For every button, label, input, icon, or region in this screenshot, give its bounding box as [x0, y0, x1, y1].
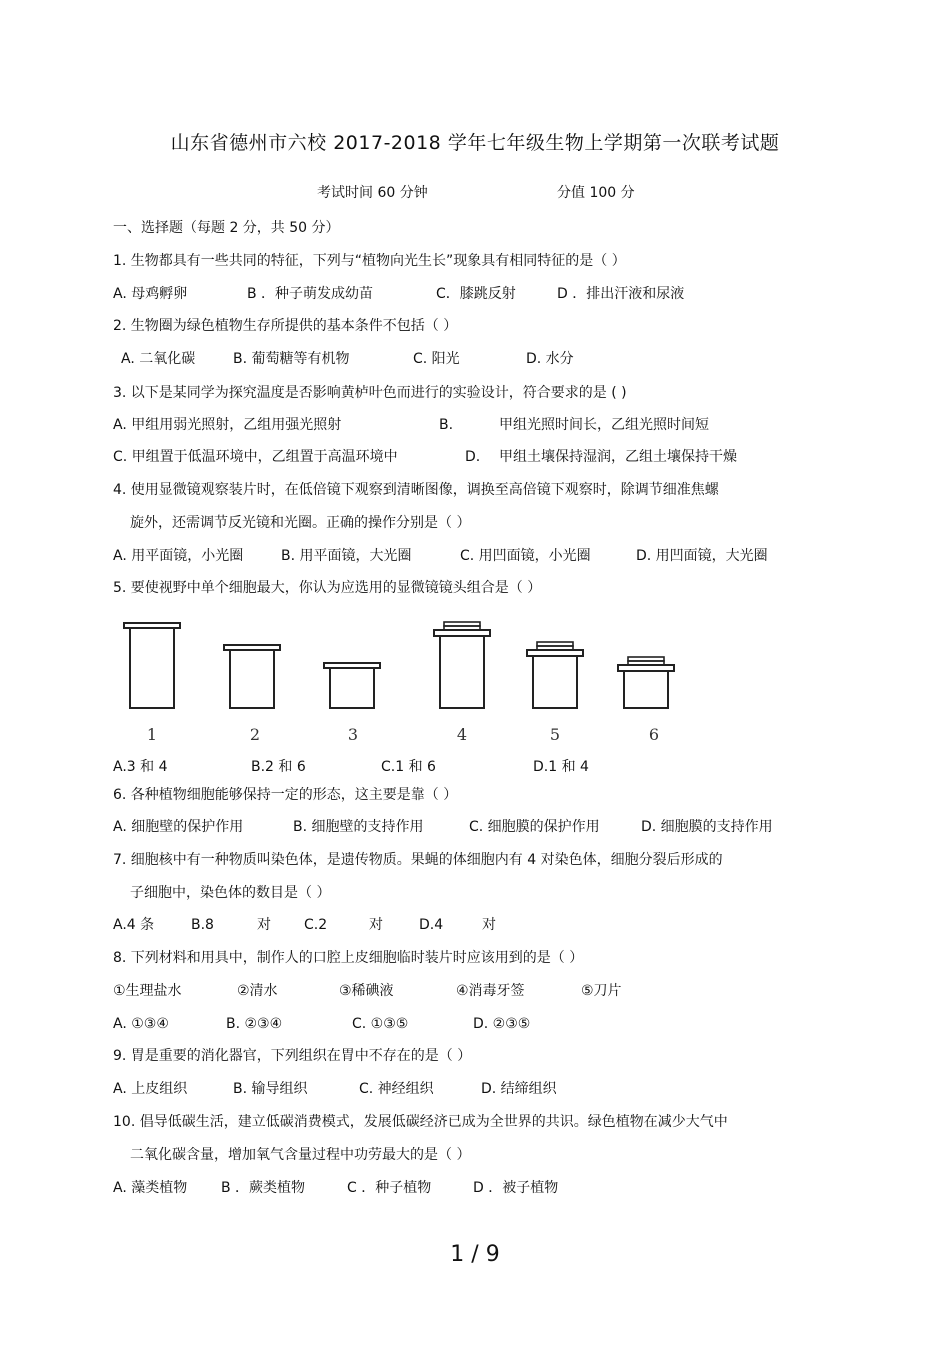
- option-a: A. 细胞壁的保护作用: [113, 819, 244, 835]
- option-c: C.1 和 6: [381, 759, 436, 775]
- question-10-stem-line2: 二氧化碳含量，增加氧气含量过程中功劳最大的是（ ）: [130, 1147, 471, 1163]
- question-6-stem: 6. 各种植物细胞能够保持一定的形态，这主要是靠（ ）: [113, 787, 458, 803]
- option-c: C. ①③⑤: [352, 1016, 409, 1032]
- option-a: A. 藻类植物: [113, 1180, 188, 1196]
- exam-time: 考试时间 60 分钟: [317, 185, 428, 201]
- option-d: D.4: [419, 917, 444, 933]
- option-c: C ．种子植物: [347, 1180, 432, 1196]
- option-d: D ．被子植物: [473, 1180, 559, 1196]
- lens-1: [124, 623, 180, 708]
- option-d: D.: [465, 449, 481, 465]
- option-a: A.3 和 4: [113, 759, 168, 775]
- page-title: 山东省德州市六校 2017-2018 学年七年级生物上学期第一次联考试题: [170, 132, 780, 154]
- option-d: D. 用凹面镜，大光圈: [636, 548, 768, 564]
- item-2: ②清水: [237, 983, 278, 999]
- option-c: C. 阳光: [413, 351, 460, 367]
- option-b: B.: [439, 417, 454, 433]
- option-a: A. 用平面镜，小光圈: [113, 548, 244, 564]
- question-7-stem-line2: 子细胞中，染色体的数目是（ ）: [130, 885, 331, 901]
- lens-label-3: 3: [347, 725, 359, 744]
- lens-label-6: 6: [648, 725, 660, 744]
- option-c: C.2: [304, 917, 328, 933]
- question-3-stem: 3. 以下是某同学为探究温度是否影响黄栌叶色而进行的实验设计，符合要求的是 ( ): [113, 385, 627, 401]
- lens-6: [618, 657, 674, 708]
- option-c: C. 神经组织: [359, 1081, 434, 1097]
- option-b: B. 输导组织: [233, 1081, 308, 1097]
- option-a: A. 母鸡孵卵: [113, 286, 188, 302]
- question-10-stem-line1: 10. 倡导低碳生活，建立低碳消费模式，发展低碳经济已成为全世界的共识。绿色植物在减少大气中: [113, 1114, 728, 1130]
- lens-5: [527, 642, 583, 708]
- option-b: B.8: [191, 917, 214, 933]
- option-b: B. 用平面镜，大光圈: [281, 548, 412, 564]
- question-9-stem: 9. 胃是重要的消化器官，下列组织在胃中不存在的是（ ）: [113, 1048, 472, 1064]
- lens-3: [324, 663, 380, 708]
- option-d-text: 甲组土壤保持湿润，乙组土壤保持干燥: [499, 449, 737, 465]
- option-b: B ．种子萌发成幼苗: [247, 286, 374, 302]
- option-d: D. 细胞膜的支持作用: [641, 819, 773, 835]
- option-b: B ．蕨类植物: [221, 1180, 306, 1196]
- question-4-stem-line2: 旋外，还需调节反光镜和光圈。正确的操作分别是（ ）: [130, 515, 471, 531]
- option-d: D.1 和 4: [533, 759, 589, 775]
- item-5: ⑤刀片: [581, 983, 622, 999]
- option-c: C．膝跳反射: [436, 286, 516, 302]
- option-b: B. 细胞壁的支持作用: [293, 819, 424, 835]
- lens-label-1: 1: [146, 725, 158, 744]
- question-1-stem: 1. 生物都具有一些共同的特征，下列与“植物向光生长”现象具有相同特征的是（ ）: [113, 253, 626, 269]
- option-a: A. ①③④: [113, 1016, 169, 1032]
- option-b-text: 甲组光照时间长，乙组光照时间短: [499, 417, 709, 433]
- lens-label-5: 5: [549, 725, 561, 744]
- option-a: A. 二氧化碳: [121, 351, 196, 367]
- lens-2: [224, 645, 280, 708]
- option-c: C. 用凹面镜，小光圈: [460, 548, 591, 564]
- microscope-lens-figure: [110, 612, 710, 752]
- option-c-unit: 对: [369, 917, 383, 933]
- page-number: 1 / 9: [450, 1242, 500, 1267]
- option-d: D. 水分: [526, 351, 574, 367]
- option-a: A.4 条: [113, 917, 155, 933]
- question-4-stem-line1: 4. 使用显微镜观察装片时，在低倍镜下观察到清晰图像，调换至高倍镜下观察时，除调节细准焦螺: [113, 482, 719, 498]
- option-d: D. 结缔组织: [481, 1081, 557, 1097]
- exam-score: 分值 100 分: [557, 185, 635, 201]
- question-8-stem: 8. 下列材料和用具中，制作人的口腔上皮细胞临时装片时应该用到的是（ ）: [113, 950, 584, 966]
- question-7-stem-line1: 7. 细胞核中有一种物质叫染色体，是遗传物质。果蝇的体细胞内有 4 对染色体，细胞分裂后形成的: [113, 852, 723, 868]
- option-c: C. 细胞膜的保护作用: [469, 819, 600, 835]
- option-b: B. ②③④: [226, 1016, 283, 1032]
- question-5-stem: 5. 要使视野中单个细胞最大，你认为应选用的显微镜镜头组合是（ ）: [113, 580, 542, 596]
- lens-label-2: 2: [249, 725, 261, 744]
- lens-label-4: 4: [456, 725, 468, 744]
- lens-4: [434, 622, 490, 708]
- option-d: D. ②③⑤: [473, 1016, 531, 1032]
- item-1: ①生理盐水: [113, 983, 182, 999]
- option-c: C. 甲组置于低温环境中，乙组置于高温环境中: [113, 449, 398, 465]
- item-3: ③稀碘液: [339, 983, 394, 999]
- option-b-unit: 对: [257, 917, 271, 933]
- option-a: A. 甲组用弱光照射，乙组用强光照射: [113, 417, 342, 433]
- option-d: D ．排出汗液和尿液: [557, 286, 685, 302]
- option-d-unit: 对: [482, 917, 496, 933]
- item-4: ④消毒牙签: [456, 983, 525, 999]
- option-b: B.2 和 6: [251, 759, 306, 775]
- section-heading: 一、选择题（每题 2 分，共 50 分）: [113, 220, 340, 236]
- question-2-stem: 2. 生物圈为绿色植物生存所提供的基本条件不包括（ ）: [113, 318, 458, 334]
- option-b: B. 葡萄糖等有机物: [233, 351, 350, 367]
- option-a: A. 上皮组织: [113, 1081, 188, 1097]
